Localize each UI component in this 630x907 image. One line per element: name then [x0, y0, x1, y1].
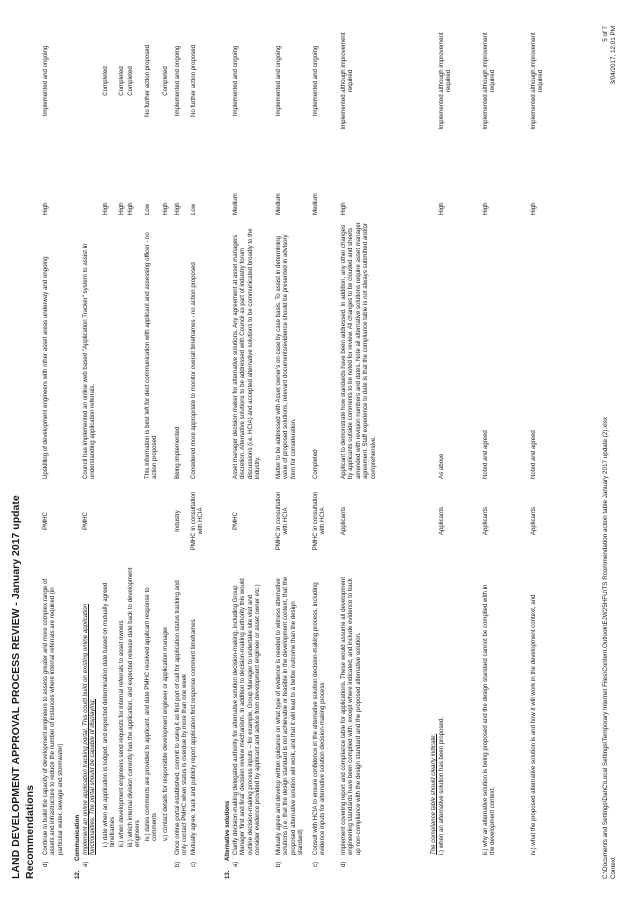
recommendation-text: Consult with HCIA to ensure confidence in the alternative solution decision-making process, including evidence inputs for alternative solution decision-making process — [312, 582, 327, 855]
sub-item-text: iii.) which internal division currently has the application, and expected release date back to development engineers — [127, 567, 142, 847]
compliance-table-heading: The compliance table should clearly indicate: — [430, 733, 437, 855]
responsibility: Applicants — [530, 506, 537, 536]
status: Implemented and ongoing — [174, 45, 181, 117]
section-heading: Alternative solutions — [224, 800, 231, 861]
comment: Upskilling of development engineers with other asset areas underway and ongoing — [42, 256, 49, 479]
section-number: 12. — [74, 870, 81, 879]
comment: This information is best left for dect communication with applicant and assessing officer - no action proposed — [144, 232, 159, 479]
status: Implemented although improvement required — [530, 32, 545, 130]
sub-item-text: iv.) what the proposed alternative solution is and how it will work in the development context, and — [530, 594, 537, 855]
item-letter: d) — [340, 861, 347, 867]
comment: Being implemented — [174, 426, 181, 479]
recommendation-text: Clarify decision-making delegated authority for alternative solution decision-making, including Group Manager 'first and final' decision review mechanism. In addition to decision-making authority this would outline decision-making process inputs – for example, Group Manager to undertake site visit and consider evidence provided by applicant and advice from development engineer or asset owner etc.) — [232, 578, 262, 855]
status: Implemented and ongoing — [42, 45, 49, 117]
priority: Low — [144, 203, 151, 215]
comment: Matter to be addressed with Asset owner's on case by case basis. To assist in determining value of proposed solutions, relevant documents/evidence should be presented in advisory form for consideration. — [275, 234, 297, 479]
priority: High — [530, 202, 537, 215]
responsibility: Applicants — [340, 506, 347, 536]
priority: High — [174, 202, 181, 215]
comment: As above — [438, 453, 445, 479]
status: Completed — [102, 66, 109, 96]
recommendation-text: Implement covering report and compliance table for applications. These would assume all development engineering standards have been complied with, except where indicated, and include evidence to back up non-compliance with the design standard and the proposed alternative solution. — [340, 577, 362, 855]
priority: Low — [190, 203, 197, 215]
comment: Applicant to demonstrate how standards have been addressed. In addition, any other changes by applicants outside comments to be noted for review. All changes to be clouded and sheets amended with revision numbers and dates. Note all alternative solutions require asset manager agreement. Staff experience to date is that the compliance table is not always submitted and/or comprehensive. — [340, 222, 377, 479]
item-letter: a) — [232, 861, 239, 867]
status: Implemented and ongoing — [232, 45, 239, 117]
item-letter: c) — [312, 861, 319, 867]
section-number: 13. — [224, 870, 231, 879]
priority: High — [482, 202, 489, 215]
priority: High — [118, 202, 125, 215]
document-title: LAND DEVELOPMENT APPROVAL PROCESS REVIEW - January 2017 update — [10, 495, 22, 879]
status: Implemented although improvement required — [438, 32, 453, 130]
item-letter: b) — [174, 861, 181, 867]
item-letter: b) — [275, 861, 282, 867]
responsibility: PMHC — [42, 512, 49, 530]
priority: High — [340, 202, 347, 215]
sub-item-text: v.) contact details for responsible development engineer or application manager — [162, 626, 169, 841]
priority: High — [162, 202, 169, 215]
status: No further action proposed — [190, 44, 197, 118]
responsibility: PMHC in consultation with HCIA — [312, 491, 327, 551]
priority: Medium — [275, 193, 282, 215]
responsibility: Applicants — [438, 506, 445, 536]
priority: High — [42, 202, 49, 215]
status: Completed — [162, 66, 169, 96]
document-subtitle: Recommendations — [24, 785, 36, 879]
status: Completed — [118, 66, 125, 96]
recommendation-text: Implement an online application tracking portal. This could build on existing online application functionalities. The portal should be capable of displaying: — [82, 603, 97, 855]
sub-item-text: i.) when an alternative solution has been proposed, — [438, 717, 445, 855]
responsibility: PMHC in consultation with HCIA — [190, 491, 205, 551]
sub-item-text: ii.) why an alternative solution is being proposed and the design standard cannot be complied with in the development context, — [482, 584, 497, 855]
priority: High — [127, 202, 134, 215]
comment: Noted and agreed — [482, 430, 489, 479]
recommendation-text: Continue to build the capacity of development engineers to assess greater and more complex range of assets and infrastructure to reduce the number of instances where internal referrals are required (in particular water, sewage and stormwater) — [42, 578, 64, 855]
comment: Council has implemented an online web based "Application Tracker" system to assist in understanding application referrals. — [82, 243, 97, 479]
page-number: 5 of 7 — [602, 26, 609, 42]
status: Implemented although improvement required — [340, 32, 355, 130]
responsibility: Applicants — [482, 506, 489, 536]
footer-left — [602, 417, 618, 879]
priority: Medium — [232, 193, 239, 215]
priority: High — [102, 202, 109, 215]
comment: Completed — [312, 449, 319, 479]
status: Implemented and ongoing — [312, 45, 319, 117]
footer-context: Context — [610, 857, 617, 879]
priority: Medium — [312, 193, 319, 215]
section-heading: Communication — [74, 814, 81, 861]
recommendation-text: Mutually agree, track and publicly report application first response comment timeframes — [190, 619, 197, 855]
comment: Asset manager decision maker for alternative solutions. Any agreement at asset managers discretion. Alternative solutions to be addressed with Council as part of industry forum discussions (i.e. HCIA) and accepted alternative solutions to be communicated broadly to the industry. — [232, 228, 262, 479]
status: No further action proposed — [144, 44, 151, 118]
status: Completed — [127, 66, 134, 96]
file-path: C:\Documents and Settings\DanC\Local Settings\Temporary Internet Files\Content.Outlook\EJW25HFU\TS Rcommendation action table January 2017 update (2).xlsx — [602, 417, 609, 879]
responsibility: PMHC in consultation with HCIA — [275, 491, 290, 551]
comment: Noted and agreed — [530, 430, 537, 479]
print-datetime: 3/04/2017, 12:01 PM — [610, 26, 617, 85]
responsibility: PMHC — [232, 512, 239, 530]
responsibility: PMHC — [82, 512, 89, 530]
comment: Considered more appropriate to monitor overall timeframes - no action proposed — [190, 262, 197, 479]
item-letter: a) — [82, 861, 89, 867]
responsibility: Industry — [174, 510, 181, 532]
priority: High — [438, 202, 445, 215]
sub-item-text: iv.) dates comments are provided to applicant, and date PMHC received applicant response to comments — [144, 587, 159, 841]
item-letter: d) — [42, 861, 49, 867]
sub-item-text: ii.) when development engineers send requests for internal referrals to asset owners — [118, 620, 125, 847]
status: Implemented and ongoing — [275, 45, 282, 117]
footer-right — [602, 26, 618, 84]
recommendation-text: Once online portal established, commit to using it as first port of call for application status tracking and only contact PMHC when status is overdue by more than one week — [174, 580, 189, 855]
status: Implemented although improvement required — [482, 32, 497, 130]
sub-item-text: i.) date when an application is lodged, and expected determination date based on mutually agreed timeframes — [102, 582, 117, 847]
item-letter: c) — [190, 861, 197, 867]
recommendation-text: Mutually agree and develop written guidance on what type of evidence is needed to witness alternative solutions (i.e. that the design standard is not achievable or feasible in the development context, that the proposed alternative solution will work, and that it will lead to a better outcome than the design standard) — [275, 576, 305, 855]
